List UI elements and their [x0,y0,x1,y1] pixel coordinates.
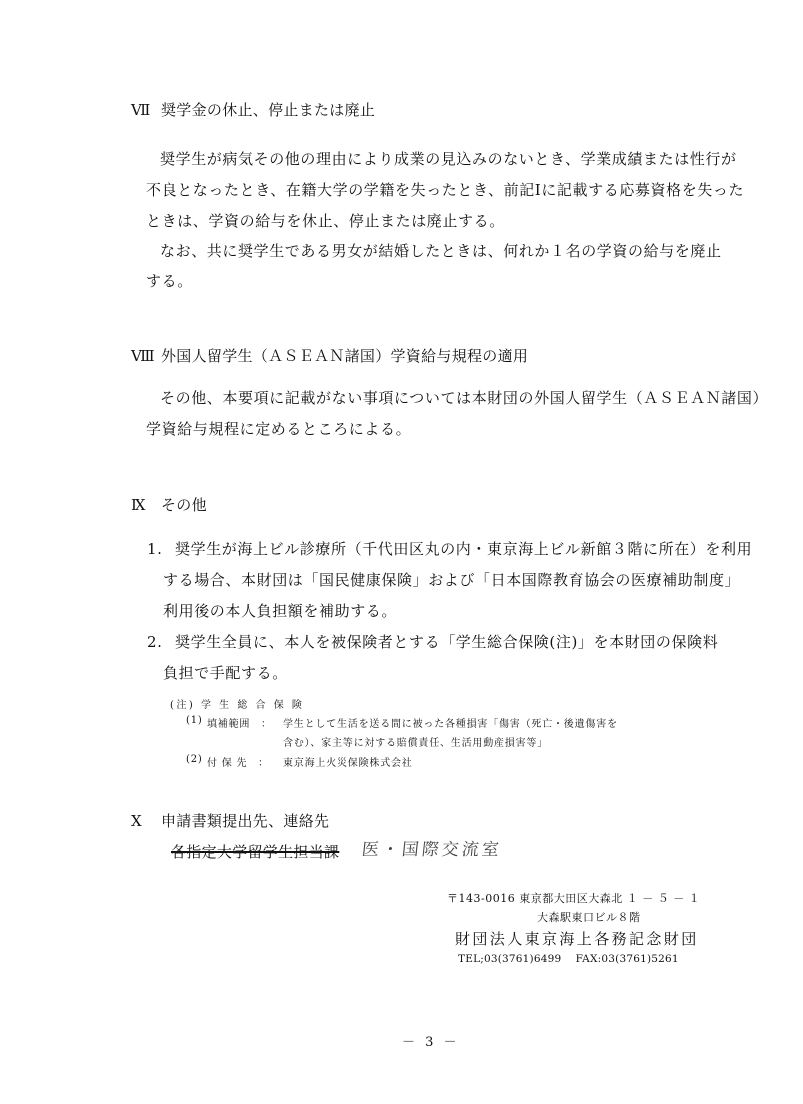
note-2-key: 付 保 先 ： [207,758,269,769]
section-9-numeral: Ⅸ [131,496,146,514]
page-number: － 3 － [402,1035,460,1050]
note-1-number: (1) [186,715,203,726]
section-7-title: 奨学金の休止、停止または廃止 [161,101,376,119]
note-1-line-2: 含む）、家主等に対する賠償責任、生活用動産損害等」 [283,738,548,749]
item-2-line-2: 負担で手配する。 [163,664,288,682]
section-10-title: 申請書類提出先、連絡先 [161,812,330,830]
contact-phone-fax: TEL;03(3761)6499 FAX:03(3761)5261 [458,953,679,965]
section-10-heading [131,810,329,831]
section-9-heading [131,494,207,515]
item-1-number: 1. [147,540,163,558]
item-1-line-3: 利用後の本人負担額を補助する。 [163,602,398,620]
section-7-numeral: Ⅶ [131,101,151,119]
note-1-key: 填補範囲 ： [207,719,272,730]
section-7-line-2: 不良となったとき、在籍大学の学籍を失ったとき、前記Ⅰに記載する応募資格を失った [146,181,745,199]
section-10-numeral: Ⅹ [131,812,142,830]
note-1-line-1: 学生として生活を送る間に被った各種損害「傷害（死亡・後遺傷害を [283,719,618,730]
section-7-line-5: する。 [146,272,193,290]
section-9-title: その他 [161,496,207,514]
item-1-line-2: する場合、本財団は「国民健康保険」および「日本国際教育協会の医療補助制度」 [163,571,741,589]
struck-contact-office: 各指定大学留学生担当課 [171,843,340,861]
note-2-value: 東京海上火災保険株式会社 [283,758,413,769]
section-8-title: 外国人留学生（ＡＳＥＡＮ諸国）学資給与規程の適用 [161,347,529,365]
section-8-line-2: 学資給与規程に定めるところによる。 [146,420,412,438]
section-8-numeral: Ⅷ [131,347,155,365]
section-8-heading [131,345,528,366]
note-2-number: (2) [186,754,203,765]
address-line-1: 〒143-0016 東京都大田区大森北 １ － ５ － １ [447,892,701,905]
section-7-line-3: ときは、学資の給与を休止、停止または廃止する。 [146,212,505,230]
section-8-line-1: その他、本要項に記載がない事項については本財団の外国人留学生（ＡＳＥＡＮ諸国） [160,389,769,407]
item-2-number: 2. [147,633,163,651]
handwritten-contact-office: 医・国際交流室 [360,840,503,860]
organization-name: 財団法人東京海上各務記念財団 [455,930,699,948]
item-2-line-1: 奨学生全員に、本人を被保険者とする「学生総合保険(注)」を本財団の保険料 [175,633,719,651]
address-line-2: 大森駅東口ビル８階 [537,911,641,924]
note-label: (注) 学 生 総 合 保 険 [170,700,305,711]
section-7-heading [131,99,375,120]
section-7-line-4: なお、共に奨学生である男女が結婚したときは、何れか１名の学資の給与を廃止 [160,242,722,260]
item-1-line-1: 奨学生が海上ビル診療所（千代田区丸の内・東京海上ビル新館３階に所在）を利用 [175,540,753,558]
section-7-line-1: 奨学生が病気その他の理由により成業の見込みのないとき、学業成績または性行が [160,150,737,168]
